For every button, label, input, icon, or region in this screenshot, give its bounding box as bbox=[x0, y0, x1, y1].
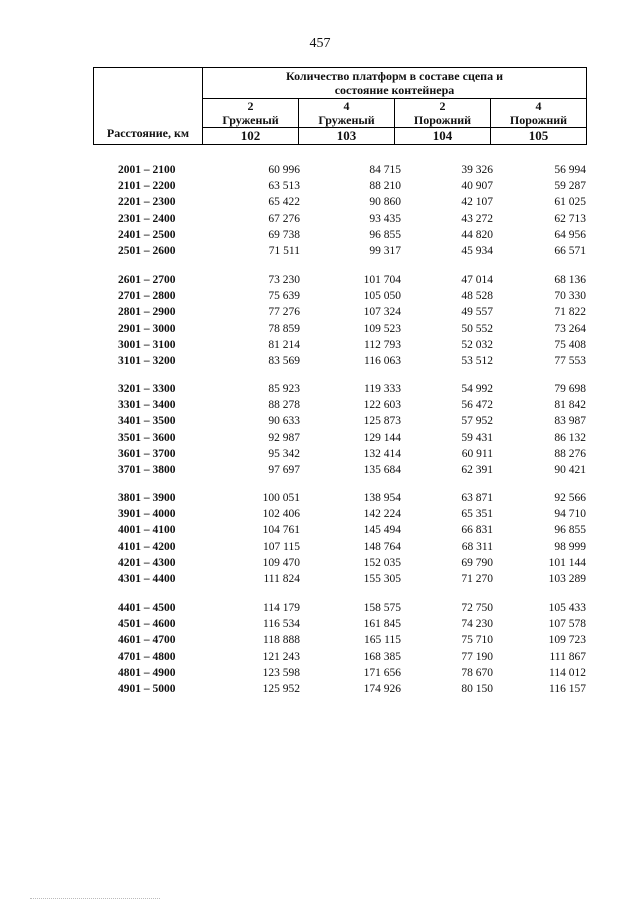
value-col-105: 94 710 bbox=[554, 508, 586, 521]
value-col-105: 73 264 bbox=[554, 322, 586, 335]
value-col-103: 107 324 bbox=[363, 306, 401, 319]
value-col-105: 77 553 bbox=[554, 354, 586, 367]
value-col-102: 100 051 bbox=[262, 492, 300, 504]
distance-range: 4601 – 4700 bbox=[118, 634, 176, 647]
table-row bbox=[0, 245, 640, 261]
column-count: 2 bbox=[247, 99, 254, 113]
distance-range: 2201 – 2300 bbox=[118, 196, 176, 209]
table-row bbox=[0, 508, 640, 524]
column-header-103 bbox=[299, 99, 395, 128]
value-col-103: 116 063 bbox=[364, 354, 401, 367]
distance-range: 3901 – 4000 bbox=[118, 508, 176, 521]
value-col-104: 77 190 bbox=[461, 650, 493, 663]
value-col-103: 122 603 bbox=[363, 399, 401, 412]
value-col-105: 70 330 bbox=[554, 290, 586, 303]
value-col-104: 50 552 bbox=[461, 322, 493, 335]
distance-range: 4201 – 4300 bbox=[118, 556, 176, 569]
table-row bbox=[0, 683, 640, 699]
value-col-104: 45 934 bbox=[461, 244, 493, 257]
value-col-103: 109 523 bbox=[363, 322, 401, 335]
distance-range: 3601 – 3700 bbox=[118, 447, 176, 460]
distance-range: 3801 – 3900 bbox=[118, 492, 176, 504]
value-col-102: 95 342 bbox=[268, 447, 300, 460]
table-block bbox=[0, 274, 640, 371]
column-code-105: 105 bbox=[491, 128, 587, 145]
distance-range: 2601 – 2700 bbox=[118, 274, 176, 286]
table-row bbox=[0, 339, 640, 355]
table-row bbox=[0, 355, 640, 371]
value-col-104: 42 107 bbox=[461, 196, 493, 209]
value-col-104: 78 670 bbox=[461, 666, 493, 679]
group-header-line2: состояние контейнера bbox=[334, 83, 455, 97]
value-col-103: 99 317 bbox=[369, 244, 401, 257]
column-state: Груженый bbox=[318, 113, 375, 127]
distance-range: 3701 – 3800 bbox=[118, 463, 176, 476]
value-col-102: 114 179 bbox=[263, 602, 300, 614]
value-col-105: 92 566 bbox=[554, 492, 586, 504]
distance-range: 3201 – 3300 bbox=[118, 383, 176, 395]
value-col-105: 88 276 bbox=[554, 447, 586, 460]
value-col-102: 123 598 bbox=[262, 666, 300, 679]
value-col-104: 60 911 bbox=[461, 447, 493, 460]
value-col-105: 71 822 bbox=[554, 306, 586, 319]
value-col-103: 135 684 bbox=[363, 463, 401, 476]
value-col-104: 40 907 bbox=[461, 180, 493, 193]
table-row bbox=[0, 667, 640, 683]
value-col-104: 47 014 bbox=[461, 274, 493, 286]
table-row bbox=[0, 492, 640, 508]
value-col-102: 97 697 bbox=[268, 463, 300, 476]
distance-range: 3101 – 3200 bbox=[118, 354, 176, 367]
distance-range: 4301 – 4400 bbox=[118, 572, 176, 585]
group-header bbox=[203, 68, 587, 99]
value-col-103: 132 414 bbox=[363, 447, 401, 460]
value-col-103: 90 860 bbox=[369, 196, 401, 209]
value-col-104: 75 710 bbox=[461, 634, 493, 647]
value-col-103: 138 954 bbox=[363, 492, 401, 504]
value-col-105: 75 408 bbox=[554, 338, 586, 351]
value-col-103: 84 715 bbox=[369, 164, 401, 176]
value-col-105: 79 698 bbox=[554, 383, 586, 395]
distance-range: 2101 – 2200 bbox=[118, 180, 176, 193]
table-row bbox=[0, 651, 640, 667]
value-col-103: 174 926 bbox=[363, 682, 401, 695]
distance-range: 2001 – 2100 bbox=[118, 164, 176, 176]
distance-range: 2401 – 2500 bbox=[118, 228, 176, 241]
table-row bbox=[0, 618, 640, 634]
value-col-102: 90 633 bbox=[268, 415, 300, 428]
distance-range: 4801 – 4900 bbox=[118, 666, 176, 679]
value-col-105: 107 578 bbox=[548, 618, 586, 631]
value-col-104: 39 326 bbox=[461, 164, 493, 176]
value-col-104: 57 952 bbox=[461, 415, 493, 428]
value-col-105: 103 289 bbox=[548, 572, 586, 585]
table-row bbox=[0, 323, 640, 339]
table-row bbox=[0, 524, 640, 540]
value-col-104: 69 790 bbox=[461, 556, 493, 569]
distance-range: 4401 – 4500 bbox=[118, 602, 176, 614]
column-state: Груженый bbox=[222, 113, 279, 127]
value-col-104: 72 750 bbox=[461, 602, 493, 614]
value-col-105: 90 421 bbox=[554, 463, 586, 476]
table-row bbox=[0, 196, 640, 212]
value-col-102: 69 738 bbox=[268, 228, 300, 241]
distance-range: 4701 – 4800 bbox=[118, 650, 176, 663]
page-number: 457 bbox=[309, 36, 331, 51]
value-col-104: 71 270 bbox=[461, 572, 493, 585]
value-col-102: 85 923 bbox=[268, 383, 300, 395]
value-col-103: 142 224 bbox=[363, 508, 401, 521]
table-row bbox=[0, 557, 640, 573]
value-col-105: 111 867 bbox=[549, 650, 586, 663]
value-col-105: 96 855 bbox=[554, 524, 586, 537]
value-col-105: 59 287 bbox=[554, 180, 586, 193]
value-col-105: 62 713 bbox=[554, 212, 586, 225]
column-header-104 bbox=[395, 99, 491, 128]
value-col-102: 63 513 bbox=[268, 180, 300, 193]
value-col-102: 78 859 bbox=[268, 322, 300, 335]
table-row bbox=[0, 274, 640, 290]
value-col-102: 121 243 bbox=[262, 650, 300, 663]
value-col-104: 43 272 bbox=[461, 212, 493, 225]
distance-range: 4101 – 4200 bbox=[118, 540, 176, 553]
value-col-103: 101 704 bbox=[363, 274, 401, 286]
value-col-104: 66 831 bbox=[461, 524, 493, 537]
table-block bbox=[0, 164, 640, 261]
value-col-105: 98 999 bbox=[554, 540, 586, 553]
column-count: 4 bbox=[343, 99, 350, 113]
value-col-103: 88 210 bbox=[369, 180, 401, 193]
distance-range: 2901 – 3000 bbox=[118, 322, 176, 335]
value-col-103: 158 575 bbox=[363, 602, 401, 614]
value-col-103: 112 793 bbox=[364, 338, 401, 351]
value-col-104: 62 391 bbox=[461, 463, 493, 476]
value-col-102: 77 276 bbox=[268, 306, 300, 319]
table-row bbox=[0, 180, 640, 196]
table-row bbox=[0, 415, 640, 431]
value-col-105: 101 144 bbox=[548, 556, 586, 569]
value-col-105: 66 571 bbox=[554, 244, 586, 257]
value-col-103: 168 385 bbox=[363, 650, 401, 663]
value-col-102: 109 470 bbox=[262, 556, 300, 569]
value-col-103: 155 305 bbox=[363, 572, 401, 585]
value-col-105: 86 132 bbox=[554, 431, 586, 444]
value-col-104: 56 472 bbox=[461, 399, 493, 412]
value-col-104: 65 351 bbox=[461, 508, 493, 521]
distance-range: 4501 – 4600 bbox=[118, 618, 176, 631]
value-col-103: 125 873 bbox=[363, 415, 401, 428]
scan-artifact bbox=[30, 898, 160, 900]
value-col-102: 83 569 bbox=[268, 354, 300, 367]
value-col-102: 116 534 bbox=[263, 618, 300, 631]
table-row bbox=[0, 229, 640, 245]
group-header-line1: Количество платформ в составе сцепа и bbox=[285, 69, 504, 83]
value-col-103: 161 845 bbox=[363, 618, 401, 631]
table-row bbox=[0, 634, 640, 650]
table-header bbox=[93, 67, 587, 145]
value-col-102: 75 639 bbox=[268, 290, 300, 303]
value-col-102: 125 952 bbox=[262, 682, 300, 695]
table-row bbox=[0, 432, 640, 448]
table-row bbox=[0, 164, 640, 180]
table-row bbox=[0, 573, 640, 589]
distance-range: 4901 – 5000 bbox=[118, 682, 176, 695]
value-col-102: 92 987 bbox=[268, 431, 300, 444]
value-col-105: 56 994 bbox=[554, 164, 586, 176]
value-col-102: 81 214 bbox=[268, 338, 300, 351]
distance-range: 2801 – 2900 bbox=[118, 306, 176, 319]
value-col-102: 104 761 bbox=[262, 524, 300, 537]
value-col-104: 63 871 bbox=[461, 492, 493, 504]
distance-range: 2701 – 2800 bbox=[118, 290, 176, 303]
table-row bbox=[0, 464, 640, 480]
distance-range: 3501 – 3600 bbox=[118, 431, 176, 444]
value-col-102: 102 406 bbox=[262, 508, 300, 521]
table-row bbox=[0, 213, 640, 229]
value-col-102: 118 888 bbox=[263, 634, 300, 647]
value-col-103: 148 764 bbox=[363, 540, 401, 553]
value-col-104: 54 992 bbox=[461, 383, 493, 395]
value-col-103: 129 144 bbox=[363, 431, 401, 444]
value-col-103: 119 333 bbox=[364, 383, 401, 395]
column-code-103: 103 bbox=[299, 128, 395, 145]
distance-range: 3001 – 3100 bbox=[118, 338, 176, 351]
value-col-102: 88 278 bbox=[268, 399, 300, 412]
table-row bbox=[0, 541, 640, 557]
value-col-104: 68 311 bbox=[461, 540, 493, 553]
value-col-104: 53 512 bbox=[461, 354, 493, 367]
distance-range: 3401 – 3500 bbox=[118, 415, 176, 428]
table-block bbox=[0, 383, 640, 480]
value-col-104: 48 528 bbox=[461, 290, 493, 303]
value-col-105: 68 136 bbox=[554, 274, 586, 286]
value-col-103: 96 855 bbox=[369, 228, 401, 241]
column-count: 4 bbox=[535, 99, 542, 113]
table-row bbox=[0, 602, 640, 618]
value-col-104: 59 431 bbox=[461, 431, 493, 444]
column-header-102 bbox=[203, 99, 299, 128]
column-header-105 bbox=[491, 99, 587, 128]
table-row bbox=[0, 383, 640, 399]
value-col-102: 107 115 bbox=[263, 540, 300, 553]
value-col-104: 49 557 bbox=[461, 306, 493, 319]
column-state: Порожний bbox=[413, 113, 472, 127]
value-col-102: 67 276 bbox=[268, 212, 300, 225]
table-block bbox=[0, 492, 640, 589]
value-col-105: 64 956 bbox=[554, 228, 586, 241]
distance-range: 2301 – 2400 bbox=[118, 212, 176, 225]
value-col-105: 81 842 bbox=[554, 399, 586, 412]
value-col-104: 74 230 bbox=[461, 618, 493, 631]
value-col-105: 61 025 bbox=[554, 196, 586, 209]
table-row bbox=[0, 399, 640, 415]
value-col-103: 171 656 bbox=[363, 666, 401, 679]
table-block bbox=[0, 602, 640, 699]
value-col-103: 105 050 bbox=[363, 290, 401, 303]
value-col-103: 152 035 bbox=[363, 556, 401, 569]
value-col-103: 165 115 bbox=[364, 634, 401, 647]
value-col-102: 60 996 bbox=[268, 164, 300, 176]
value-col-104: 52 032 bbox=[461, 338, 493, 351]
value-col-105: 109 723 bbox=[548, 634, 586, 647]
table-row bbox=[0, 448, 640, 464]
distance-range: 3301 – 3400 bbox=[118, 399, 176, 412]
distance-range: 2501 – 2600 bbox=[118, 244, 176, 257]
distance-column-header: Расстояние, км bbox=[94, 68, 203, 145]
value-col-102: 65 422 bbox=[268, 196, 300, 209]
value-col-104: 80 150 bbox=[461, 682, 493, 695]
value-col-105: 114 012 bbox=[549, 666, 586, 679]
column-count: 2 bbox=[439, 99, 446, 113]
value-col-105: 116 157 bbox=[549, 682, 586, 695]
value-col-105: 105 433 bbox=[548, 602, 586, 614]
value-col-103: 93 435 bbox=[369, 212, 401, 225]
value-col-103: 145 494 bbox=[363, 524, 401, 537]
value-col-102: 111 824 bbox=[263, 572, 300, 585]
value-col-104: 44 820 bbox=[461, 228, 493, 241]
value-col-102: 73 230 bbox=[268, 274, 300, 286]
distance-range: 4001 – 4100 bbox=[118, 524, 176, 537]
value-col-102: 71 511 bbox=[268, 244, 300, 257]
column-state: Порожний bbox=[509, 113, 568, 127]
column-code-102: 102 bbox=[203, 128, 299, 145]
column-code-104: 104 bbox=[395, 128, 491, 145]
table-row bbox=[0, 290, 640, 306]
value-col-105: 83 987 bbox=[554, 415, 586, 428]
table-row bbox=[0, 306, 640, 322]
